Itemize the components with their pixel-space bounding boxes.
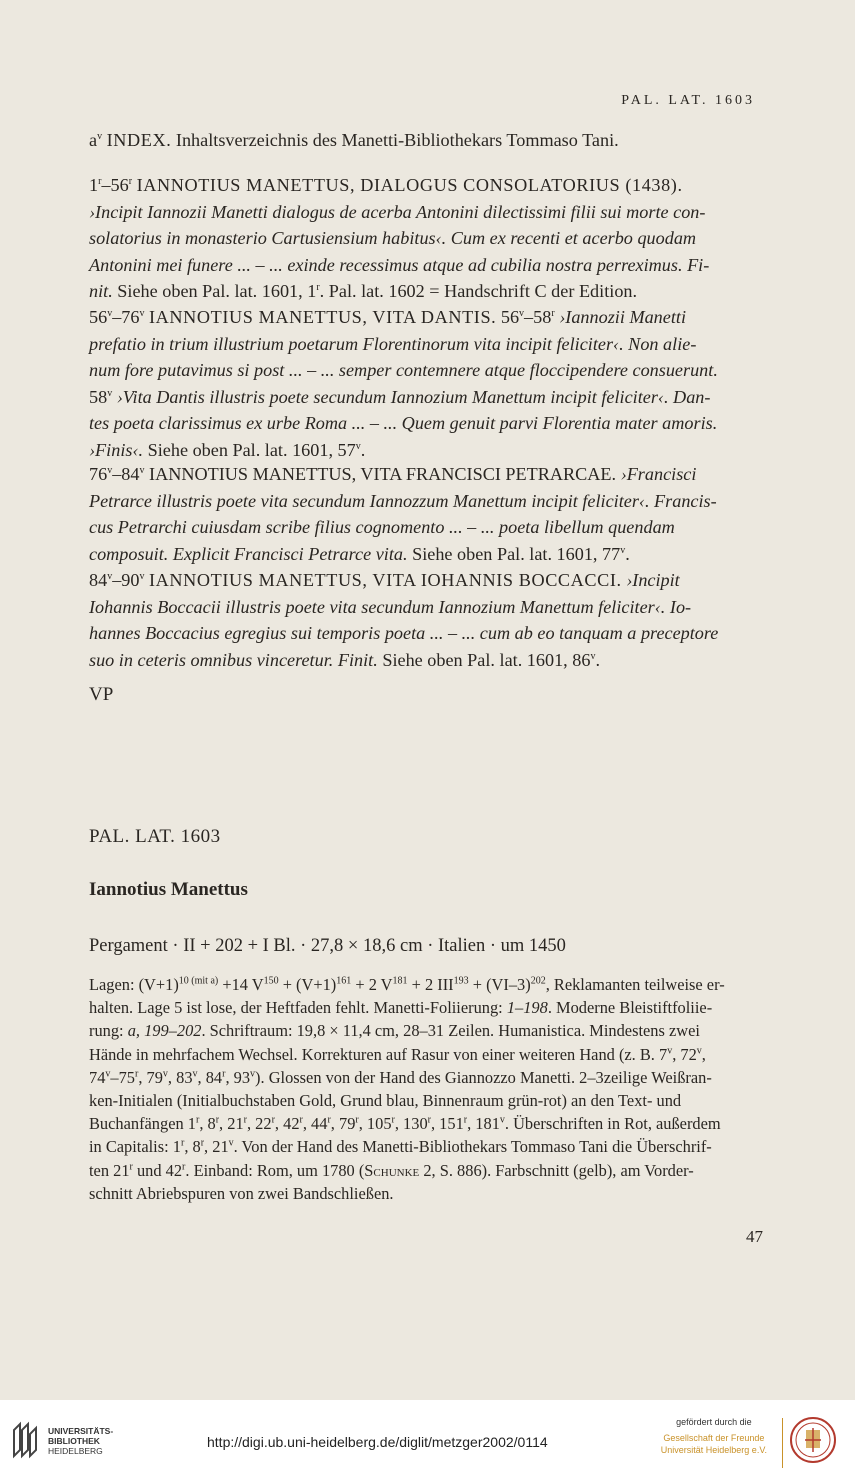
incipit-text: solatorius in monasterio Cartusiensium habitus‹. Cum ex recenti et acerbo quodam [89, 228, 697, 248]
desc-sup: r [195, 1114, 200, 1126]
desc-text: , 79 [330, 1114, 356, 1134]
university-seal-icon [789, 1416, 837, 1464]
desc-sup: 193 [453, 975, 469, 987]
folio-side: v [355, 440, 361, 452]
desc-text: , 130 [394, 1114, 428, 1134]
folio-side: v [107, 387, 113, 399]
desc-text: . Überschriften in Rot, außerdem [504, 1114, 721, 1134]
desc-text: ten 21 [89, 1160, 130, 1180]
desc-text: Hände in mehrfachem Wechsel. Korrekturen auf Rasur von einer weiteren Hand (z. B. 7 [89, 1044, 668, 1064]
entry-title: INDEX. [106, 130, 172, 150]
incipit-text: num fore putavimus si post ... – ... semper contemnere atque floccipendere consuerunt. [89, 360, 718, 380]
reference-text: . [595, 649, 600, 670]
entry-index [89, 127, 763, 154]
folio-side: v [107, 570, 113, 582]
folio-side: v [97, 130, 103, 142]
explicit-text: composuit. Explicit Francisci Petrarce vita. [89, 543, 408, 564]
desc-sup: r [299, 1114, 303, 1126]
folio-ref: 76 [89, 464, 108, 484]
sponsor-org: Universität Heidelberg e.V. [660, 1445, 767, 1455]
desc-sup: r [427, 1114, 431, 1126]
desc-sup: r [129, 1161, 133, 1173]
desc-sup: 181 [392, 975, 408, 987]
folio-side: v [620, 544, 626, 556]
desc-text: halten. Lage 5 ist lose, der Heftfaden fehlt. Manetti-Foliierung: [89, 998, 507, 1018]
desc-sup: r [182, 1161, 186, 1173]
author-heading: Iannotius Manettus [89, 879, 248, 900]
desc-text: –75 [110, 1067, 135, 1087]
incipit-text: Petrarce illustris poete vita secundum Iannozzum Manettum incipit feliciter‹. Francis- [89, 490, 717, 511]
reference-text: Siehe oben Pal. lat. 1601, 57 [147, 439, 356, 460]
reference-text: Siehe oben Pal. lat. 1601, 86 [382, 649, 591, 670]
desc-text: . Schriftraum: 19,8 × 11,4 cm, 28–31 Zeilen. Humanistica. Mindestens zwei [201, 1021, 700, 1041]
folio-side: r [98, 175, 102, 187]
entry-title: IANNOTIUS MANETTUS, DIALOGUS CONSOLATORIUS (1438). [136, 175, 683, 195]
reference-text: . [360, 439, 366, 460]
desc-sup: r [180, 1137, 185, 1149]
incipit-text: Iohannis Boccacii illustris poete vita secundum Iannozium Manettum feliciter‹. Io- [89, 596, 692, 617]
desc-sup: r [463, 1114, 468, 1126]
desc-sup: v [250, 1068, 256, 1080]
entry-vita-boccacci [89, 567, 763, 673]
desc-sup: v [228, 1137, 234, 1149]
reference-text: . [625, 543, 630, 564]
desc-sup: r [327, 1114, 331, 1126]
folio-side: v [139, 307, 145, 319]
desc-text: . Moderne Bleistiftfoliie- [547, 998, 713, 1018]
desc-sup: v [667, 1045, 673, 1057]
explicit-text: suo in ceteris omnibus vinceretur. Finit. [89, 649, 378, 670]
desc-text: 2, S. 886). Farbschnitt (gelb), am Vorder- [419, 1160, 694, 1180]
desc-text: , 8 [199, 1114, 216, 1134]
desc-text: , 83 [167, 1067, 193, 1087]
desc-sup: r [222, 1068, 226, 1080]
sponsor-block[interactable] [661, 1416, 767, 1456]
desc-text: ken-Initialen (Initialbuchstaben Gold, Grund blau, Binnenraum grün-rot) an den Text- und [89, 1091, 682, 1111]
desc-sup: v [499, 1114, 505, 1126]
entry-dialogus [89, 172, 763, 305]
desc-text: +14 V [218, 975, 264, 994]
desc-sup: r [215, 1114, 220, 1126]
desc-text: , 8 [184, 1137, 201, 1157]
shelfmark-heading: PAL. LAT. 1603 [89, 826, 221, 847]
sponsor-label: gefördert durch die [676, 1417, 752, 1427]
description-paragraph [89, 973, 763, 1205]
incipit-text: ›Francisci [620, 464, 697, 484]
folio-ref: 58 [89, 386, 108, 407]
explicit-text: nit. [89, 281, 113, 301]
folio-side: v [139, 570, 145, 582]
incipit-text: ›Vita Dantis illustris poete secundum Iannozium Manettum incipit feliciter‹. Dan- [116, 386, 711, 407]
incipit-text: ›Incipit [626, 570, 680, 590]
incipit-text: Antonini mei funere ... – ... exinde recessimus atque ad cubilia nostra perreximus. Fi- [89, 254, 710, 275]
viewer-footer [0, 1400, 855, 1474]
desc-sup: r [243, 1114, 247, 1126]
ub-line: HEIDELBERG [48, 1446, 103, 1456]
folio-side: v [519, 307, 525, 319]
ub-line: BIBLIOTHEK [48, 1436, 100, 1446]
desc-sup: v [162, 1068, 168, 1080]
desc-text: , 44 [302, 1114, 328, 1134]
entry-vita-dantis [89, 304, 763, 463]
folio-ref: –58 [524, 307, 552, 327]
desc-sup: 202 [530, 975, 546, 987]
folio-ref: 56 [89, 307, 108, 327]
desc-text: , Reklamanten teilweise er- [545, 975, 725, 994]
incipit-text: hannes Boccacius egregius sui temporis poeta ... – ... cum ab eo tanquam a preceptore [89, 623, 719, 643]
desc-sup: 161 [336, 975, 352, 987]
desc-text: rung: [89, 1021, 128, 1041]
folio-side: v [590, 650, 596, 662]
entry-vita-petrarcae [89, 461, 763, 567]
folio-side: r [551, 307, 555, 319]
desc-sup: r [355, 1114, 359, 1126]
folio-ref: –56 [101, 175, 129, 195]
desc-italic: a, 199–202 [127, 1021, 202, 1041]
incipit-text: ›Incipit Iannozii Manetti dialogus de acerba Antonini dilectissimi filii sui morte con- [89, 201, 706, 222]
explicit-text: ›Finis‹. [89, 439, 144, 460]
folio-ref: a [89, 130, 98, 150]
desc-text: Buchanfängen 1 [89, 1114, 196, 1134]
folio-ref: 56 [500, 307, 520, 327]
desc-text: , 105 [358, 1114, 392, 1134]
reference-text: . Pal. lat. 1602 = Handschrift C der Edition. [319, 281, 638, 301]
incipit-text: ›Iannozii Manetti [559, 307, 687, 327]
ub-line: UNIVERSITÄTS- [48, 1426, 114, 1436]
desc-text: , 181 [467, 1114, 500, 1134]
folio-ref: 84 [89, 570, 108, 590]
desc-italic: 1–198 [506, 998, 548, 1018]
desc-text: . Einband: Rom, um 1780 ( [185, 1160, 365, 1180]
desc-text: . Von der Hand des Manetti-Bibliothekars Tommaso Tani die Überschrif- [233, 1137, 712, 1157]
desc-sup: v [192, 1068, 198, 1080]
desc-text: in Capitalis: 1 [89, 1137, 181, 1157]
incipit-text: prefatio in trium illustrium poetarum Florentinorum vita incipit feliciter‹. Non alie- [89, 333, 697, 354]
sponsor-org: Gesellschaft der Freunde [663, 1433, 765, 1443]
ub-heidelberg-logo-icon [10, 1420, 40, 1460]
desc-text: + (VI–3) [468, 975, 531, 994]
desc-text: , 151 [430, 1114, 464, 1134]
desc-text: , 22 [246, 1114, 272, 1134]
incipit-text: cus Petrarchi cuiusdam scribe filius cognomento ... – ... poeta libellum quendam [89, 517, 675, 537]
desc-sup: r [134, 1068, 139, 1080]
desc-text: , 42 [274, 1114, 300, 1134]
desc-text: + (V+1) [278, 975, 337, 994]
desc-sup: v [696, 1045, 702, 1057]
desc-sup: r [391, 1114, 395, 1126]
folio-side: r [316, 281, 320, 293]
desc-smallcaps: Schunke [364, 1160, 420, 1180]
desc-sup: 10 (mit a) [178, 975, 219, 987]
incipit-text: tes poeta clarissimus ex urbe Roma ... – ... Quem genuit parvi Florentia mater amoris. [89, 413, 718, 433]
entry-text: Inhaltsverzeichnis des Manetti-Bibliothekars Tommaso Tani. [175, 130, 619, 150]
folio-ref: 1 [89, 175, 99, 195]
codicological-summary: Pergament · II + 202 + I Bl. · 27,8 × 18,6 cm · Italien · um 1450 [89, 936, 566, 956]
desc-text: , 79 [138, 1067, 163, 1087]
entry-title: IANNOTIUS MANETTUS, VITA DANTIS. [149, 307, 497, 327]
folio-side: v [139, 464, 145, 476]
permalink-url[interactable]: http://digi.ub.uni-heidelberg.de/diglit/metzger2002/0114 [207, 1434, 548, 1450]
entry-title: IANNOTIUS MANETTUS, VITA IOHANNIS BOCCACCI. [149, 570, 622, 590]
desc-text: 74 [89, 1067, 106, 1087]
folio-ref: –90 [112, 570, 140, 590]
vp-mark: VP [89, 684, 114, 705]
desc-sup: r [271, 1114, 275, 1126]
desc-text: , 93 [225, 1067, 251, 1087]
desc-text: , 72 [672, 1044, 697, 1064]
desc-text: , 21 [219, 1114, 244, 1134]
entry-title: IANNOTIUS MANETTUS, VITA FRANCISCI PETRARCAE. [149, 464, 617, 484]
desc-sup: v [105, 1068, 111, 1080]
folio-ref: –84 [112, 464, 140, 484]
desc-text: + 2 III [407, 975, 454, 994]
desc-sup: 150 [263, 975, 279, 987]
desc-text: , 21 [204, 1137, 229, 1157]
reference-text: Siehe oben Pal. lat. 1601, 1 [117, 281, 317, 301]
folio-side: r [128, 175, 133, 187]
desc-text: + 2 V [351, 975, 393, 994]
reference-text: Siehe oben Pal. lat. 1601, 77 [412, 543, 621, 564]
desc-text: , [701, 1044, 706, 1064]
desc-text: Lagen: (V+1) [89, 975, 179, 994]
folio-ref: –76 [112, 307, 140, 327]
folio-side: v [107, 307, 113, 319]
desc-text: und 42 [132, 1160, 183, 1180]
page-number: 47 [746, 1227, 763, 1246]
desc-sup: r [200, 1137, 205, 1149]
running-head: PAL. LAT. 1603 [621, 93, 755, 108]
desc-text: schnitt Abriebspuren von zwei Bandschließen. [89, 1183, 394, 1203]
folio-side: v [107, 464, 113, 476]
footer-divider [782, 1418, 783, 1468]
ub-heidelberg-wordmark[interactable] [48, 1426, 113, 1456]
desc-text: , 84 [197, 1067, 223, 1087]
desc-text: ). Glossen von der Hand des Giannozzo Manetti. 2–3zeilige Weißran- [255, 1067, 712, 1087]
